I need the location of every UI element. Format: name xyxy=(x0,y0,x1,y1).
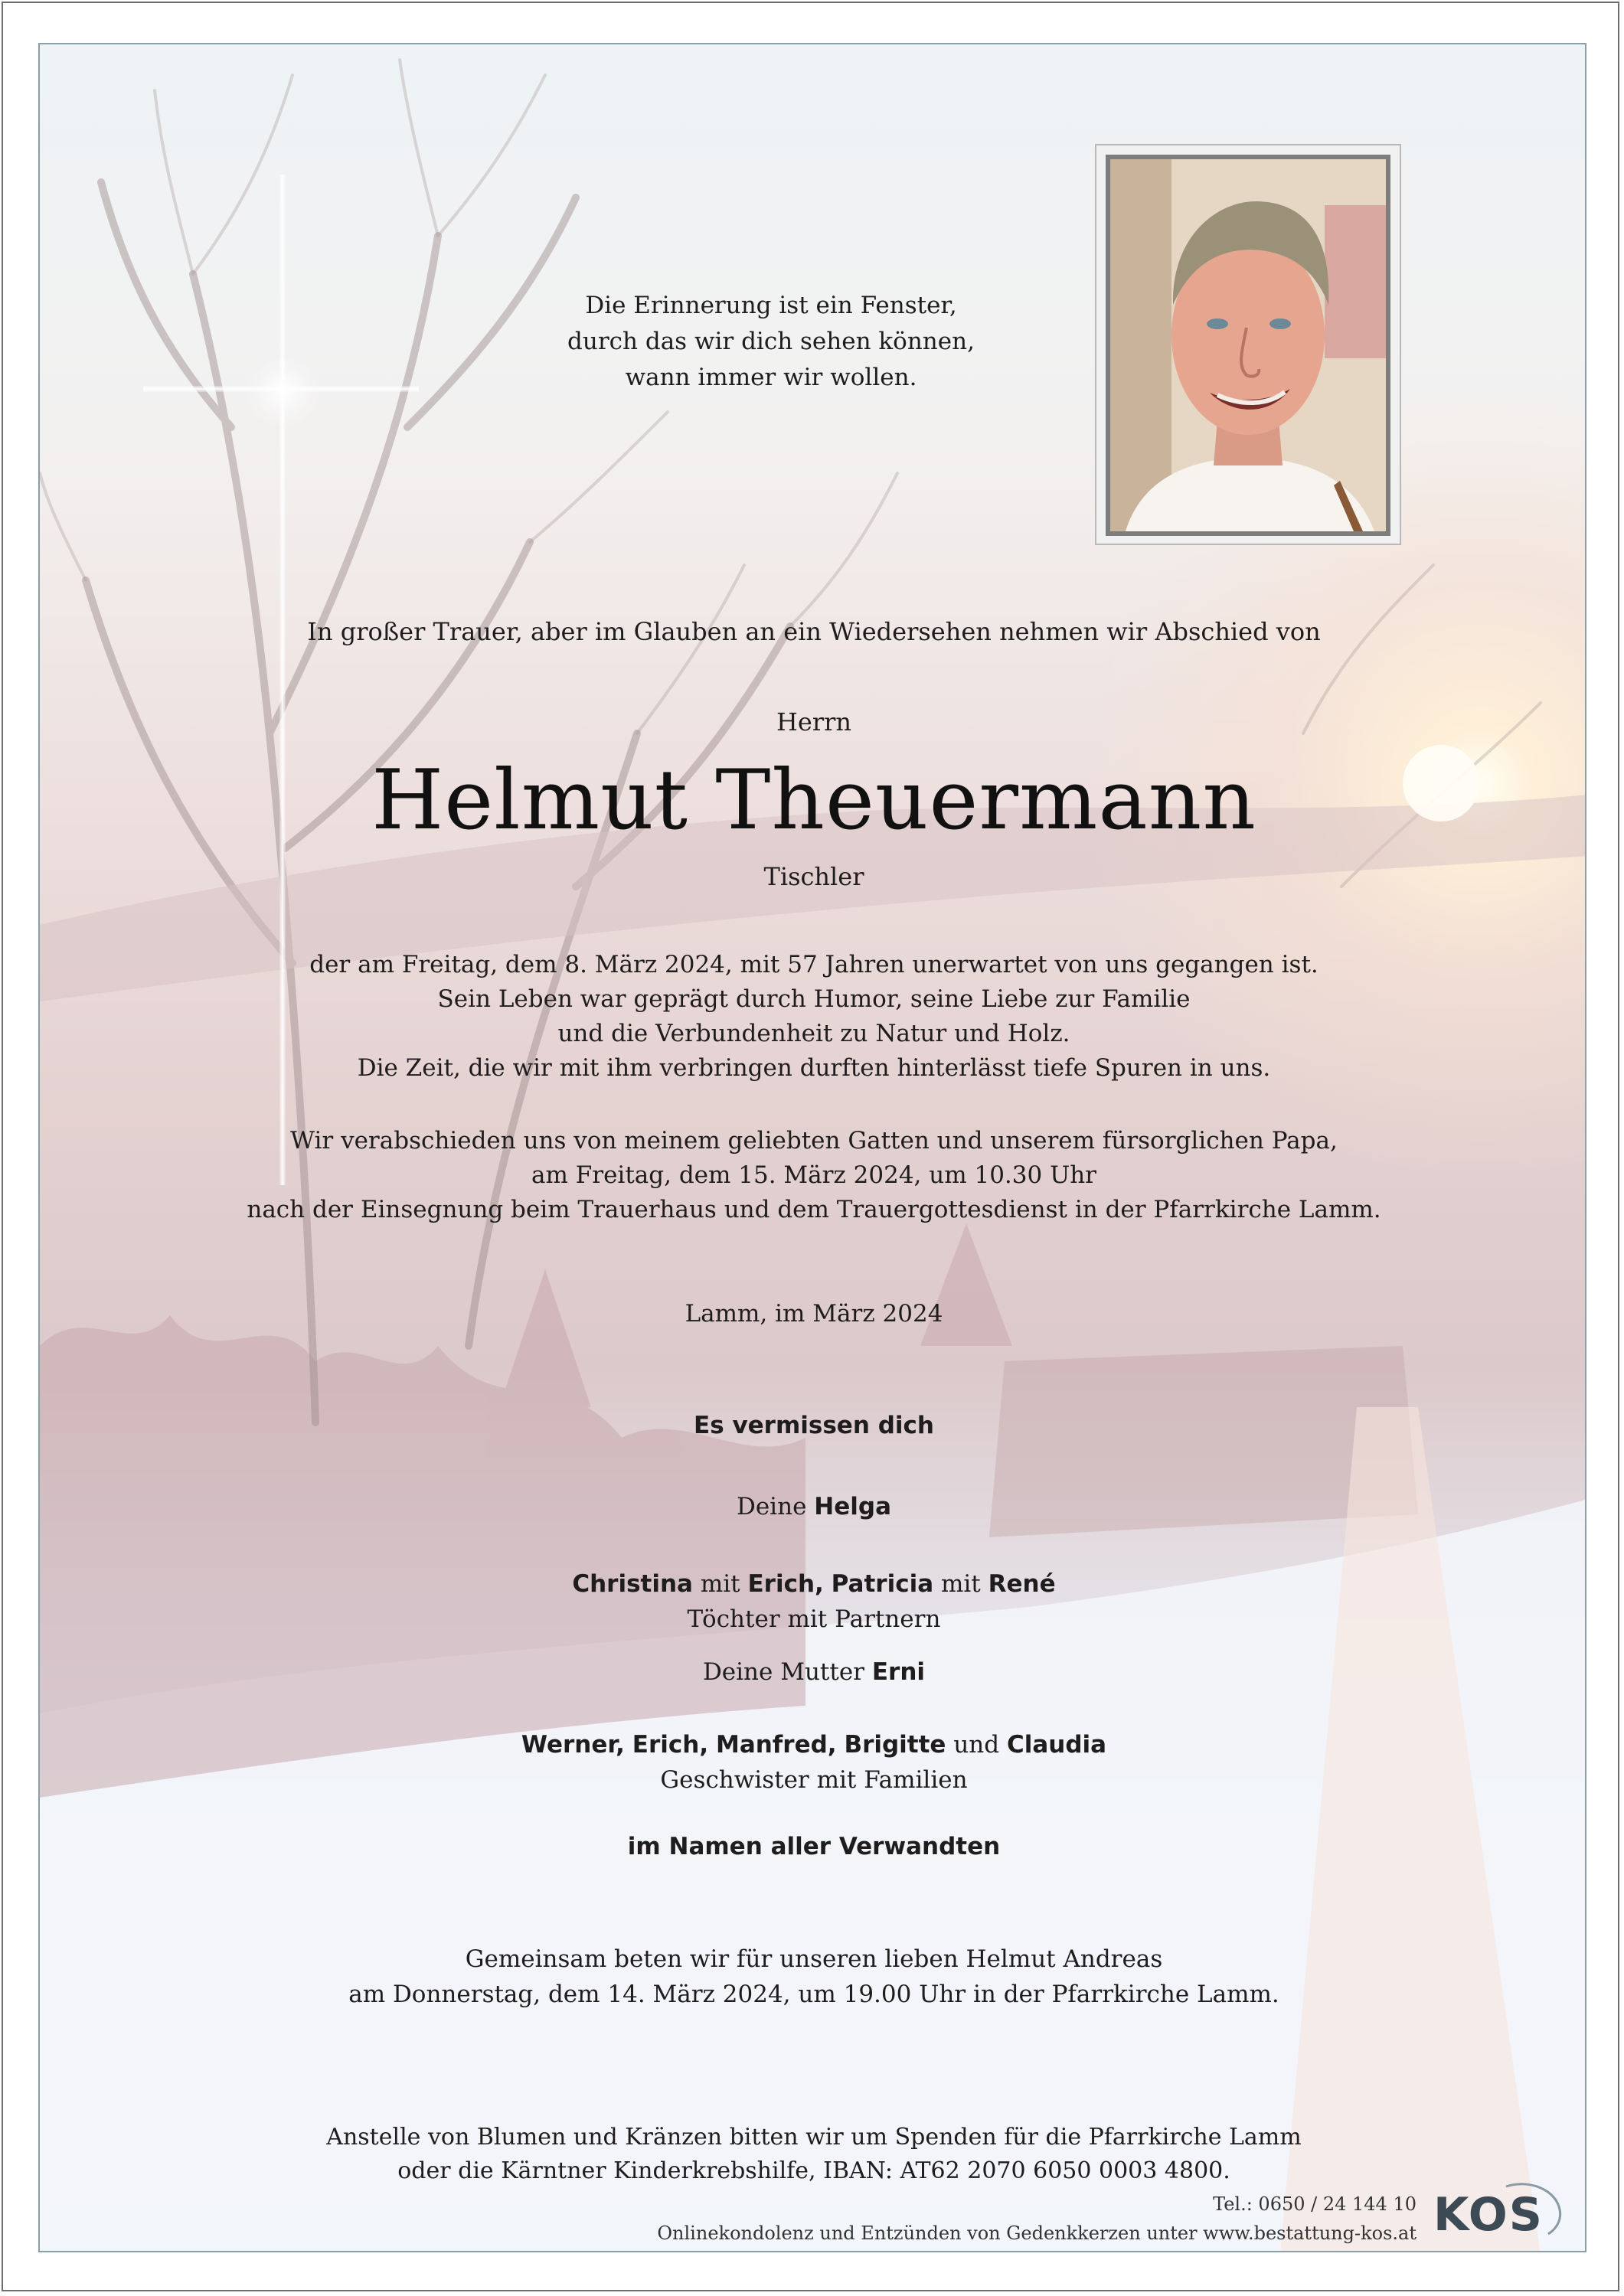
funeral-details-paragraph xyxy=(40,1124,1586,1227)
mother-name: Erni xyxy=(871,1658,926,1686)
donation-line: Anstelle von Blumen und Kränzen bitten wir um Spenden für die Pfarrkirche Lamm xyxy=(326,2124,1302,2151)
sibling-name: Manfred xyxy=(715,1731,828,1759)
quote-line: wann immer wir wollen. xyxy=(625,364,917,391)
cross-light-glow xyxy=(245,352,322,429)
partner-name: Erich xyxy=(747,1570,815,1598)
sibling-name: Brigitte xyxy=(844,1731,946,1759)
quote-line: Die Erinnerung ist ein Fenster, xyxy=(585,292,957,319)
mourner-daughters xyxy=(40,1566,1586,1637)
relatives-line: im Namen aller Verwandten xyxy=(627,1833,1001,1860)
profession: Tischler xyxy=(763,862,864,891)
daughters-caption: Töchter mit Partnern xyxy=(687,1605,941,1633)
daughter-name: Patricia xyxy=(831,1570,934,1598)
prayer-notice xyxy=(40,1942,1586,2012)
paragraph-line: nach der Einsegnung beim Trauerhaus und dem Trauergottesdienst in der Pfarrkirche Lamm. xyxy=(247,1196,1381,1223)
paragraph-line: am Freitag, dem 15. März 2024, um 10.30 Uhr xyxy=(531,1161,1096,1189)
daughters-names-line: Christina mit Erich, Patricia mit René xyxy=(572,1570,1056,1598)
death-notice-paragraph xyxy=(40,948,1586,1086)
donation-line: oder die Kärntner Kinderkrebshilfe, IBAN: AT62 2070 6050 0003 4800. xyxy=(397,2157,1230,2184)
wife-name: Helga xyxy=(814,1493,891,1520)
paragraph-line: und die Verbundenheit zu Natur und Holz. xyxy=(557,1020,1070,1047)
paragraph-line: Wir verabschieden uns von meinem geliebten Gatten und unserem fürsorglichen Papa, xyxy=(290,1127,1338,1155)
connector: und xyxy=(953,1731,1000,1759)
wife-prefix: Deine xyxy=(736,1493,807,1520)
intro-text: In großer Trauer, aber im Glauben an ein Wiedersehen nehmen wir Abschied von xyxy=(307,617,1321,646)
sibling-name: Erich xyxy=(632,1731,700,1759)
mother-prefix: Deine Mutter xyxy=(702,1658,865,1686)
prayer-line: Gemeinsam beten wir für unseren lieben Helmut Andreas xyxy=(465,1945,1163,1973)
paragraph-line: der am Freitag, dem 8. März 2024, mit 57 Jahren unerwartet von uns gegangen ist. xyxy=(309,951,1318,978)
obituary-card xyxy=(38,43,1586,2252)
contact-info xyxy=(657,2190,1417,2248)
place-and-date: Lamm, im März 2024 xyxy=(685,1300,943,1328)
connector: mit xyxy=(700,1570,740,1598)
partner-name: René xyxy=(988,1570,1056,1598)
prayer-line: am Donnerstag, dem 14. März 2024, um 19.00 Uhr in der Pfarrkirche Lamm. xyxy=(348,1981,1279,2008)
paragraph-line: Die Zeit, die wir mit ihm verbringen durften hinterlässt tiefe Spuren in uns. xyxy=(357,1054,1271,1082)
siblings-caption: Geschwister mit Familien xyxy=(660,1766,968,1794)
daughter-name: Christina xyxy=(572,1570,693,1598)
sibling-name: Werner xyxy=(521,1731,616,1759)
sibling-name: Claudia xyxy=(1006,1731,1107,1759)
donation-notice xyxy=(40,2121,1586,2188)
mourner-wife xyxy=(40,1493,1586,1520)
connector: mit xyxy=(941,1570,981,1598)
deceased-name: Helmut Theuermann xyxy=(371,753,1256,848)
paragraph-line: Sein Leben war geprägt durch Humor, seine Liebe zur Familie xyxy=(437,985,1191,1013)
mourner-mother xyxy=(40,1658,1586,1686)
mourner-siblings xyxy=(40,1727,1586,1798)
contact-phone: Tel.: 0650 / 24 144 10 xyxy=(1213,2193,1417,2215)
quote-line: durch das wir dich sehen können, xyxy=(567,328,975,355)
kos-logo xyxy=(1433,2173,1564,2242)
memorial-quote xyxy=(331,288,1211,396)
salutation: Herrn xyxy=(776,707,852,736)
siblings-names-line: Werner, Erich, Manfred, Brigitte und Claudia xyxy=(521,1731,1107,1759)
contact-online: Onlinekondolenz und Entzünden von Gedenkkerzen unter www.bestattung-kos.at xyxy=(657,2223,1417,2244)
mourners-heading: Es vermissen dich xyxy=(694,1412,934,1439)
logo-text: KOS xyxy=(1433,2188,1544,2242)
